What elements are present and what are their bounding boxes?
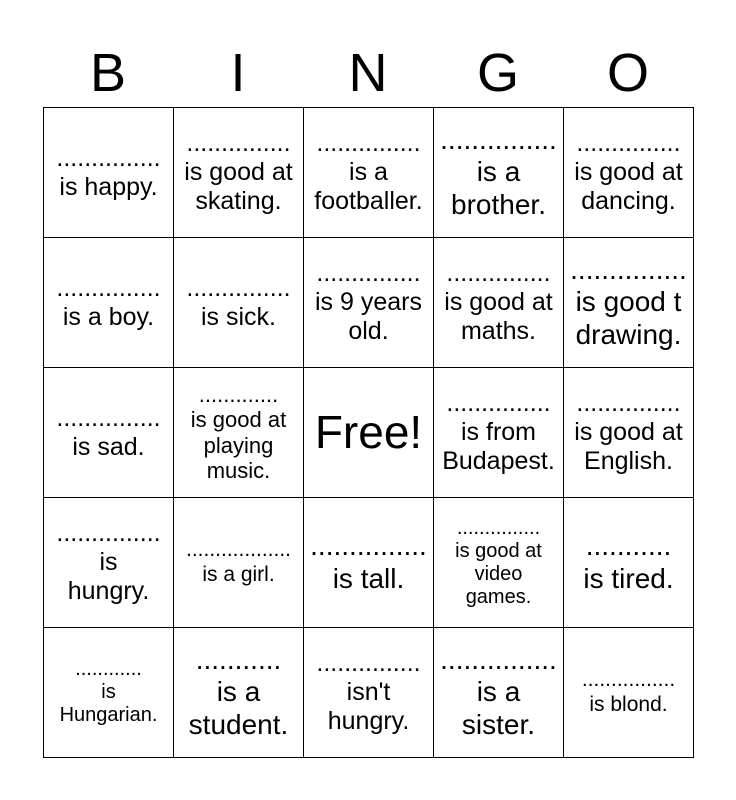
bingo-cell[interactable] (434, 108, 564, 238)
bingo-cell[interactable] (564, 368, 694, 498)
bingo-cell[interactable] (564, 108, 694, 238)
bingo-cell[interactable] (174, 238, 304, 368)
cell-text: ............. is good at playing music. (190, 381, 287, 483)
bingo-cell[interactable] (304, 108, 434, 238)
header-letter-o: O (606, 43, 649, 103)
bingo-cell[interactable] (174, 628, 304, 758)
bingo-cell[interactable] (44, 108, 174, 238)
bingo-cell[interactable] (434, 628, 564, 758)
bingo-cell[interactable] (174, 498, 304, 628)
bingo-cell[interactable] (304, 628, 434, 758)
header-letter-n: N (348, 43, 388, 103)
cell-text: ............... is good at video games. (455, 516, 542, 608)
cell-text: ............... is sick. (186, 273, 291, 331)
bingo-cell[interactable] (44, 368, 174, 498)
bingo-cell[interactable] (44, 238, 174, 368)
bingo-cell[interactable] (174, 108, 304, 238)
bingo-cell[interactable] (174, 368, 304, 498)
cell-text: ........... is tired. (583, 530, 674, 594)
header-letter-g: G (476, 43, 519, 103)
cell-text: ............... is sad. (56, 403, 161, 461)
cell-text: ............... isn't hungry. (316, 649, 421, 735)
free-space-text: Free! (314, 406, 423, 459)
cell-text: ................ is blond. (581, 668, 676, 716)
cell-text: ............... is a sister. (440, 644, 557, 740)
header-letter-i: I (230, 43, 246, 103)
bingo-cell[interactable] (434, 368, 564, 498)
bingo-board (43, 107, 694, 758)
cell-text: ............... is 9 years old. (315, 259, 422, 345)
cell-text: ............... is happy. (56, 143, 161, 201)
cell-text: .................. is a girl. (185, 538, 292, 586)
bingo-cell[interactable] (564, 628, 694, 758)
cell-text: ............... is good at English. (574, 389, 683, 475)
cell-text: ............... is tall. (310, 530, 427, 594)
cell-text: ............... is good at dancing. (574, 129, 683, 215)
cell-text: ............... is good at maths. (444, 259, 553, 345)
cell-text: ............... is a footballer. (314, 129, 423, 215)
cell-text: ............... is a boy. (56, 273, 161, 331)
bingo-cell[interactable] (434, 238, 564, 368)
cell-text: ............... is a brother. (440, 124, 557, 220)
bingo-cell[interactable] (564, 238, 694, 368)
cell-text: ............... is from Budapest. (442, 389, 555, 475)
cell-text: ............ is Hungarian. (59, 658, 158, 726)
cell-text: ............... is hungry. (56, 519, 161, 605)
bingo-cell[interactable] (434, 498, 564, 628)
bingo-cell[interactable] (304, 498, 434, 628)
bingo-cell[interactable] (564, 498, 694, 628)
free-space-cell[interactable] (304, 368, 434, 498)
bingo-cell[interactable] (304, 238, 434, 368)
cell-text: ........... is a student. (188, 644, 289, 740)
cell-text: ............... is good t drawing. (570, 254, 687, 350)
bingo-header (43, 40, 693, 106)
header-letter-b: B (89, 43, 127, 103)
cell-text: ............... is good at skating. (184, 129, 293, 215)
bingo-cell[interactable] (44, 628, 174, 758)
bingo-cell[interactable] (44, 498, 174, 628)
